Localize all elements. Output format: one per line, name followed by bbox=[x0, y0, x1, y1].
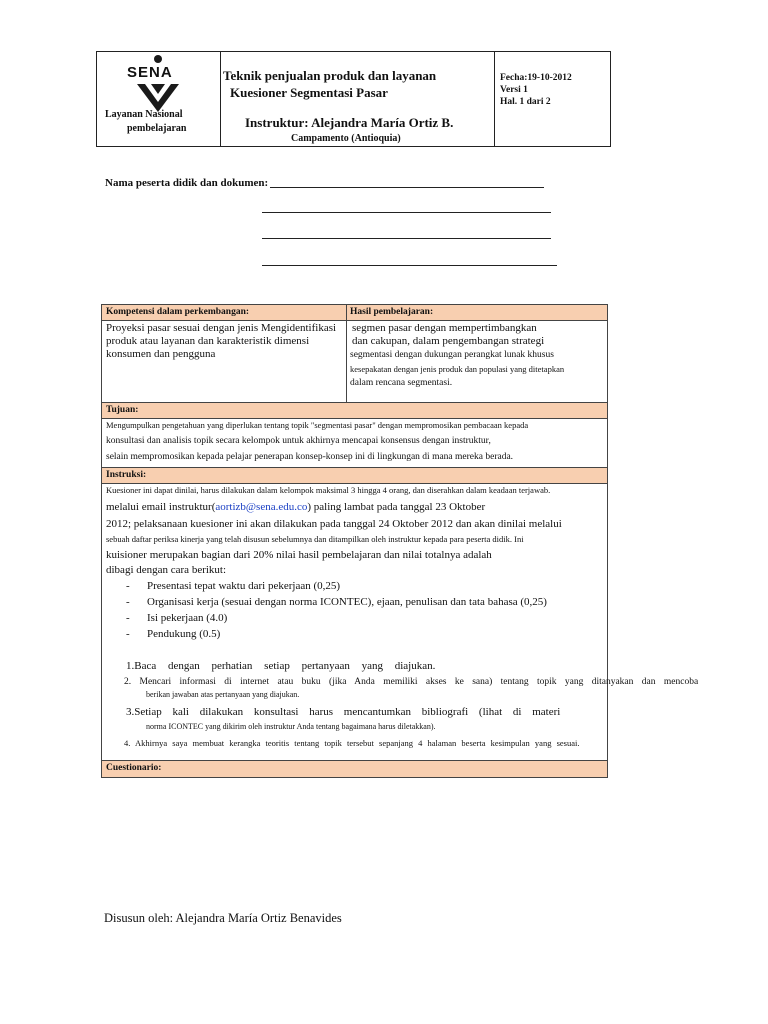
step-3-line-2: norma ICONTEC yang dikirim oleh instruktur Anda tentang bagaimana harus diletakkan). bbox=[146, 722, 436, 731]
results-header: Hasil pembelajaran: bbox=[350, 307, 434, 317]
goal-text-2: konsultasi dan analisis topik secara kelompok untuk akhirnya mencapai konsensus dengan instruktur, bbox=[106, 436, 491, 446]
criteria-item: Pendukung (0.5) bbox=[147, 628, 221, 640]
bullet-dash: - bbox=[126, 628, 130, 640]
instr-text-4: sebuah daftar periksa kinerja yang telah disusun sebelumnya dan ditampilkan oleh instruktur kepada para peserta didik. Ini bbox=[106, 534, 524, 544]
competence-text-1: Proyeksi pasar sesuai dengan jenis Mengidentifikasi bbox=[106, 322, 337, 334]
org-name-line1: Layanan Nasional bbox=[105, 109, 183, 120]
goal-content-row bbox=[102, 419, 607, 468]
instr-text-5: kuisioner merupakan bagian dari 20% nilai hasil pembelajaran dan nilai totalnya adalah bbox=[106, 549, 492, 561]
instr-text-6: dibagi dengan cara berikut: bbox=[106, 564, 227, 576]
results-text-4: kesepakatan dengan jenis produk dan populasi yang ditetapkan bbox=[350, 364, 565, 374]
name-line-1[interactable] bbox=[270, 187, 544, 188]
doc-version: Versi 1 bbox=[500, 85, 528, 95]
doc-page: Hal. 1 dari 2 bbox=[500, 97, 551, 107]
step-3-line-1: 3.Setiap kali dilakukan konsultasi harus mencantumkan bibliografi (lihat di materi bbox=[126, 706, 561, 718]
name-line-3[interactable] bbox=[262, 238, 551, 239]
name-line-4[interactable] bbox=[262, 265, 557, 266]
instructions-header-row bbox=[102, 468, 607, 484]
document-header bbox=[96, 51, 611, 147]
instructions-content-row bbox=[102, 484, 699, 761]
instr-text-1: Kuesioner ini dapat dinilai, harus dilakukan dalam kelompok maksimal 3 hingga 4 orang, dan diserahkan dalam keadaan terjawab. bbox=[106, 485, 551, 495]
document-title: Kuesioner Segmentasi Pasar bbox=[230, 85, 388, 100]
goal-header-row bbox=[102, 403, 607, 419]
results-text-5: dalam rencana segmentasi. bbox=[350, 378, 453, 388]
competence-header-row bbox=[102, 305, 607, 321]
competence-text-3: konsumen dan pengguna bbox=[106, 348, 216, 360]
goal-text-3: selain mempromosikan kepada pelajar penerapan konsep-konsep ini di lingkungan di mana mereka berada. bbox=[106, 452, 514, 462]
instr-text-3: 2012; pelaksanaan kuesioner ini akan dilakukan pada tanggal 24 Oktober 2012 dan akan dinilai melalui bbox=[106, 518, 562, 530]
bullet-dash: - bbox=[126, 596, 130, 608]
org-name-line2: pembelajaran bbox=[127, 123, 187, 134]
name-line-2[interactable] bbox=[262, 212, 551, 213]
instr-text-2: melalui email instruktur(aortizb@sena.edu.co) paling lambat pada tanggal 23 Oktober bbox=[106, 501, 486, 513]
instructor-email-link[interactable]: aortizb@sena.edu.co bbox=[215, 501, 308, 513]
goal-text-1: Mengumpulkan pengetahuan yang diperlukan tentang topik "segmentasi pasar" dengan mempromosikan pembacaan kepada bbox=[106, 420, 529, 430]
doc-date: Fecha:19-10-2012 bbox=[500, 73, 572, 83]
goal-header: Tujuan: bbox=[106, 405, 139, 415]
step-4: 4. Akhirnya saya membuat kerangka teoritis tentang topik tersebut sepanjang 4 halaman beserta kesimpulan yang sesuai. bbox=[124, 738, 580, 748]
sena-logo-icon bbox=[123, 54, 203, 114]
criteria-item: Isi pekerjaan (4.0) bbox=[147, 612, 228, 624]
questionnaire-header-row bbox=[102, 761, 607, 777]
results-text-3: segmentasi dengan dukungan perangkat lunak khusus bbox=[350, 350, 554, 360]
results-text-2: dan cakupan, dalam pengembangan strategi bbox=[352, 335, 545, 347]
bullet-dash: - bbox=[126, 612, 130, 624]
competence-header: Kompetensi dalam perkembangan: bbox=[106, 307, 250, 317]
logo-text: SENA bbox=[127, 64, 173, 81]
main-table bbox=[101, 304, 699, 778]
competence-content-row bbox=[102, 321, 607, 403]
meta-cell bbox=[495, 52, 610, 146]
instructions-header: Instruksi: bbox=[106, 470, 147, 480]
author-credit: Disusun oleh: Alejandra María Ortiz Benavides bbox=[104, 911, 342, 925]
step-2-line-2: berikan jawaban atas pertanyaan yang diajukan. bbox=[146, 690, 300, 699]
step-1: 1.Baca dengan perhatian setiap pertanyaan yang diajukan. bbox=[126, 660, 436, 672]
title-cell bbox=[221, 52, 495, 146]
competence-text-2: produk atau layanan dan karakteristik dimensi bbox=[106, 335, 310, 347]
results-text-1: segmen pasar dengan mempertimbangkan bbox=[352, 322, 537, 334]
logo-cell bbox=[97, 52, 221, 146]
student-name-label: Nama peserta didik dan dokumen: bbox=[105, 177, 269, 189]
instructor-name: Instruktur: Alejandra María Ortiz B. bbox=[245, 115, 454, 130]
questionnaire-header: Cuestionario: bbox=[106, 763, 162, 773]
criteria-item: Presentasi tepat waktu dari pekerjaan (0,25) bbox=[147, 580, 341, 592]
bullet-dash: - bbox=[126, 580, 130, 592]
step-2-line-1: 2. Mencari informasi di internet atau buku (jika Anda memiliki akses ke sana) tentang topik yang ditanyakan dan mencoba bbox=[124, 677, 699, 687]
course-title: Teknik penjualan produk dan layanan bbox=[223, 68, 437, 83]
location: Campamento (Antioquia) bbox=[291, 133, 401, 144]
criteria-item: Organisasi kerja (sesuai dengan norma ICONTEC), ejaan, penulisan dan tata bahasa (0,25) bbox=[147, 596, 547, 608]
